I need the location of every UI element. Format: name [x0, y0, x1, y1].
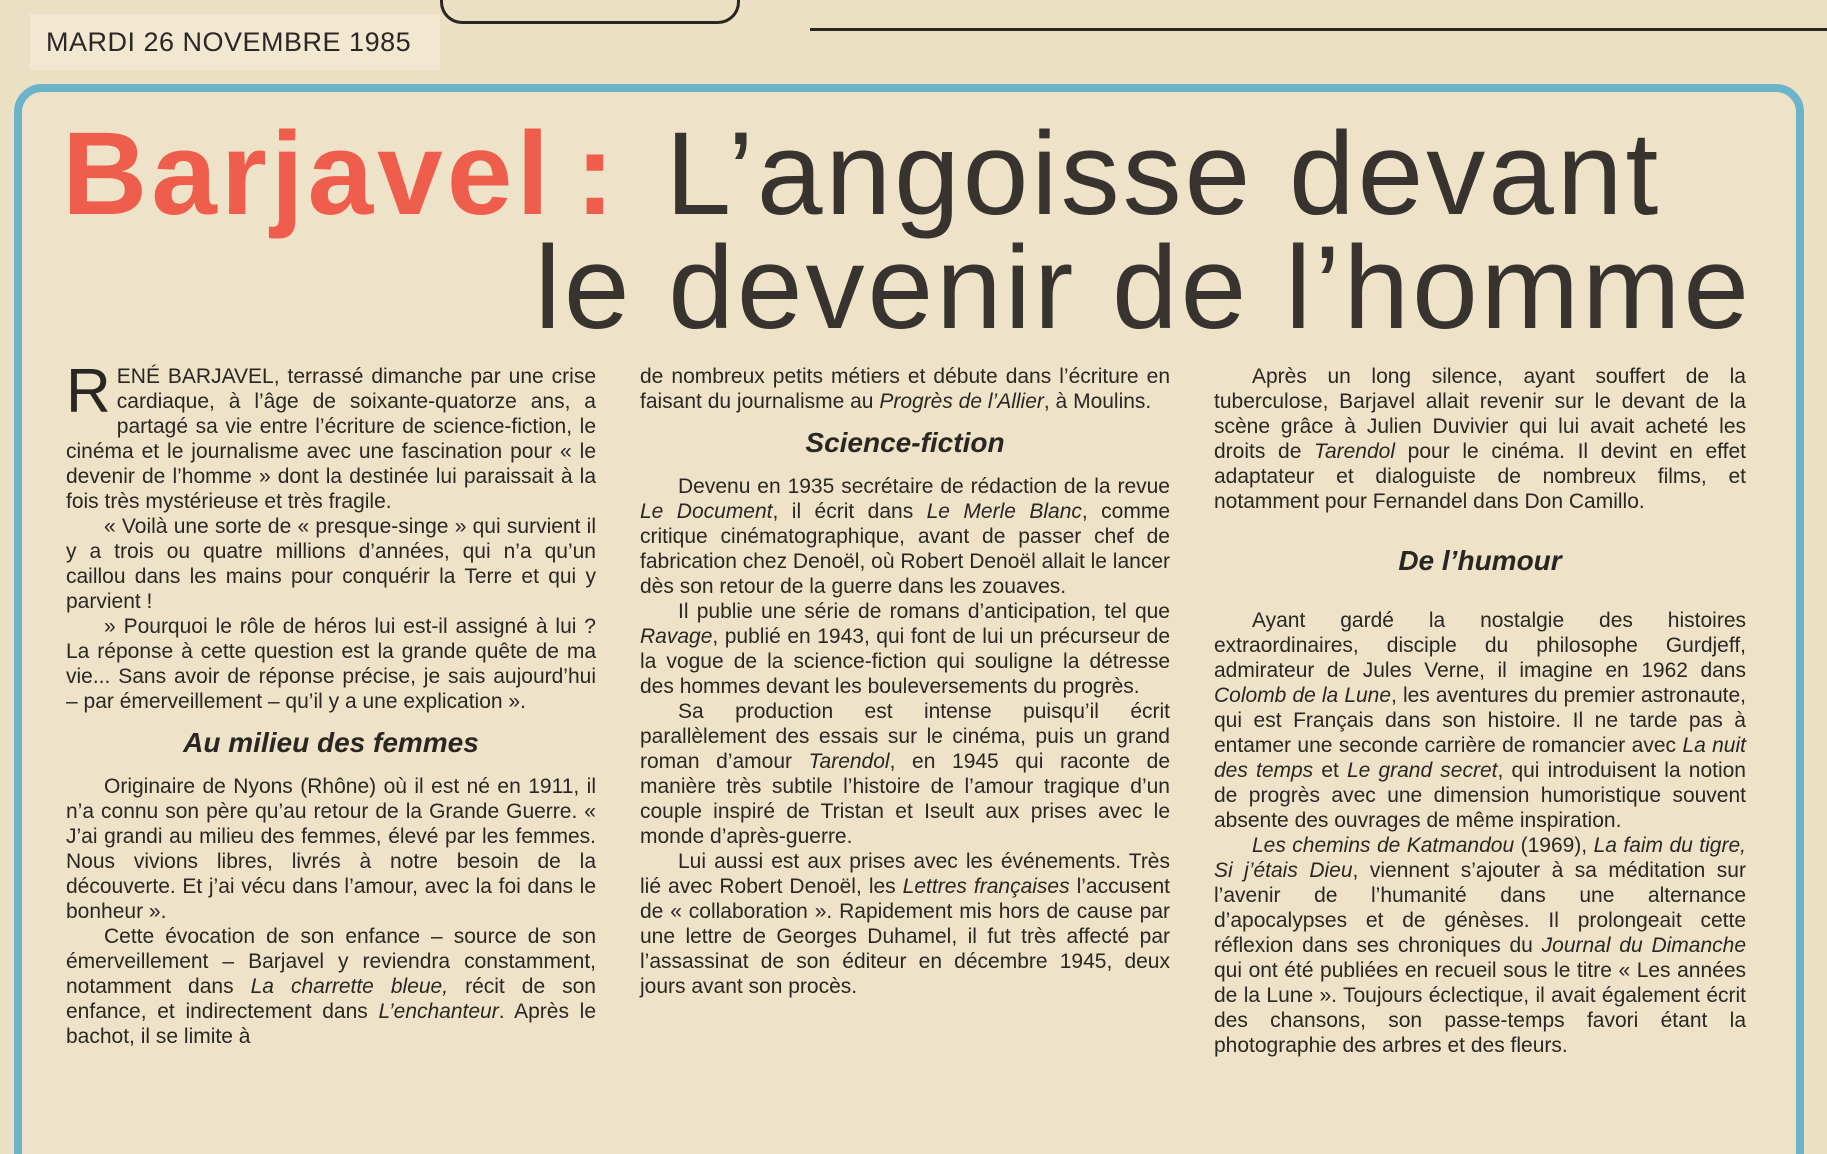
paragraph-text: . Après le bachot, il se limite à	[66, 1000, 596, 1048]
paragraph	[1214, 364, 1746, 514]
work-title: Colomb de la Lune	[1214, 684, 1392, 707]
paragraph-text: , publié en 1943, qui font de lui un précurseur de la vogue de la science-fiction qui souligne la détresse des hommes devant les bouleversements du progrès.	[640, 625, 1170, 698]
paragraph	[640, 849, 1170, 999]
work-title: L’enchanteur	[378, 1000, 499, 1023]
paragraph: Originaire de Nyons (Rhône) où il est né en 1911, il n’a connu son père qu’au retour de la Grande Guerre. « J’ai grandi au milieu des femmes, élevé par les femmes. Nous vivions libres, livrés à notre besoin de la découverte. Et j’ai vécu dans l’amour, avec la foi dans le bonheur ».	[66, 775, 596, 923]
paragraph-text: , terrassé dimanche par une crise cardiaque, à l’âge de soixante-quatorze ans, a partagé sa vie entre l’écriture de science-fiction, le cinéma et le journalisme avec une fascination pour « le devenir de l’homme » dont la destinée lui paraissait à la fois très mystérieuse et très fragile.	[66, 365, 596, 513]
work-title: Tarendol	[808, 750, 890, 773]
paragraph-text: , en 1945 qui raconte de manière très subtile l’histoire de l’amour tragique d’un couple inspiré de Tristan et Iseult aux prises avec le monde d’après-guerre.	[640, 750, 1170, 848]
work-title: Journal du Dimanche	[1541, 934, 1746, 957]
work-title: La faim du tigre, Si j’étais Dieu	[1214, 834, 1746, 882]
article-column-2	[640, 364, 1170, 999]
drop-cap: R	[66, 357, 111, 426]
page-date: MARDI 26 NOVEMBRE 1985	[46, 26, 412, 57]
paragraph	[1214, 833, 1746, 1058]
paragraph-text: Sa production est intense puisqu’il écrit parallèlement des essais sur le cinéma, puis un grand roman d’amour	[640, 700, 1170, 773]
paragraph	[640, 599, 1170, 699]
date-banner	[30, 14, 440, 70]
section-subhead: Au milieu des femmes	[183, 727, 479, 758]
work-title: La charrette bleue,	[250, 975, 449, 998]
article-column-1	[66, 357, 596, 1049]
work-title: Le grand secret	[1346, 759, 1498, 782]
paragraph	[640, 364, 1170, 414]
paragraph-text: l’accusent de « collaboration ». Rapidement mis hors de cause par une lettre de Georges Duhamel, il fut très affecté par l’assassinat de son éditeur en décembre 1945, deux jours avant son procès.	[640, 875, 1170, 998]
work-title: Le Merle Blanc	[926, 500, 1082, 523]
paragraph-text: pour le cinéma. Il devint en effet adaptateur et dialoguiste de nombreux films, et notamment pour Fernandel dans Don Camillo.	[1214, 440, 1746, 513]
paragraph-text: , les aventures du premier astronaute, qui est Français dans son histoire. Il ne tarde pas à entamer une seconde carrière de romancier avec	[1214, 684, 1746, 757]
paragraph: « Voilà une sorte de « presque-singe » qui survient il y a trois ou quatre millions d’années, qui n’a qu’un caillou dans les mains pour conquérir la Terre et qui y parvient !	[66, 515, 596, 613]
headline-line-1	[62, 108, 1752, 240]
work-title: Progrès de l’Allier	[879, 390, 1044, 413]
work-title: La nuit des temps	[1214, 734, 1746, 782]
paragraph-text: , viennent s’ajouter à sa méditation sur l’avenir de l’humanité dans une alternance d’apocalypses et de génèses. Il prolongeait cette réflexion dans ses chroniques du	[1214, 859, 1746, 957]
work-title: Tarendol	[1314, 440, 1396, 463]
headline-line-1-rest: L’angoisse devant	[665, 108, 1662, 240]
paragraph	[66, 357, 596, 514]
headline	[62, 108, 1752, 354]
article-column-3	[1214, 364, 1746, 1058]
paragraph-text: récit de son enfance, et indirectement dans	[66, 975, 596, 1023]
paragraph-text: , il écrit dans	[772, 500, 927, 523]
paragraph-text: Lui aussi est aux prises avec les événements. Très lié avec Robert Denoël, les	[640, 850, 1170, 898]
paragraph-text: (1969),	[1514, 834, 1594, 857]
paragraph	[1214, 608, 1746, 833]
paragraph-text: Ayant gardé la nostalgie des histoires extraordinaires, disciple du philosophe Gurdjeff, admirateur de Jules Verne, il imagine en 1962 dans	[1214, 609, 1746, 682]
paragraph-text: , qui introduisent la notion de progrès avec une dimension humoristique souvent absente des ouvrages de même inspiration.	[1214, 759, 1746, 832]
paragraph: » Pourquoi le rôle de héros lui est-il assigné à lui ? La réponse à cette question est la grande quête de ma vie... Sans avoir de réponse précise, je sais aujourd’hui – par émerveillement – qu’il y a une explication ».	[66, 615, 596, 713]
paragraph-text: , comme critique cinématographique, avant de passer chef de fabrication chez Denoël, où Robert Denoël allait le lancer dès son retour de la guerre dans les zouaves.	[640, 500, 1171, 598]
paragraph-text: de nombreux petits métiers et débute dans l’écriture en faisant du journalisme au	[640, 365, 1170, 413]
headline-line-2: le devenir de l’homme	[534, 222, 1752, 354]
paragraph	[640, 474, 1170, 599]
paragraph	[66, 924, 596, 1049]
section-subhead: Science-fiction	[805, 427, 1005, 458]
paragraph-text: Après un long silence, ayant souffert de la tuberculose, Barjavel allait revenir sur le devant de la scène grâce à Julien Duvivier qui lui avait acheté les droits de	[1214, 365, 1746, 463]
paragraph-text: qui ont été publiées en recueil sous le titre « Les années de la Lune ». Toujours éclectique, il avait également écrit des chansons, son passe-temps favori étant la photographie des arbres et des fleurs.	[1214, 959, 1746, 1057]
masthead-tab-rule	[440, 0, 740, 24]
paragraph-text: et	[1313, 759, 1347, 782]
work-title: Lettres françaises	[902, 875, 1070, 898]
work-title: Ravage	[640, 625, 713, 648]
work-title: Le Document	[640, 500, 773, 523]
paragraph-text: , à Moulins.	[1043, 390, 1152, 413]
work-title: Les chemins de Katmandou	[1252, 834, 1515, 857]
lead-name: ENÉ BARJAVEL	[116, 365, 274, 388]
paragraph-text: Il publie une série de romans d’anticipation, tel que	[678, 600, 1170, 623]
headline-colon: :	[575, 108, 616, 240]
paragraph-text: Devenu en 1935 secrétaire de rédaction de la revue	[678, 475, 1170, 498]
headline-name: Barjavel	[62, 108, 554, 240]
paragraph	[640, 699, 1170, 849]
section-subhead: De l’humour	[1398, 545, 1562, 576]
masthead-rule	[810, 28, 1827, 31]
paragraph-text: Cette évocation de son enfance – source de son émerveillement – Barjavel y reviendra constamment, notamment dans	[66, 925, 596, 998]
